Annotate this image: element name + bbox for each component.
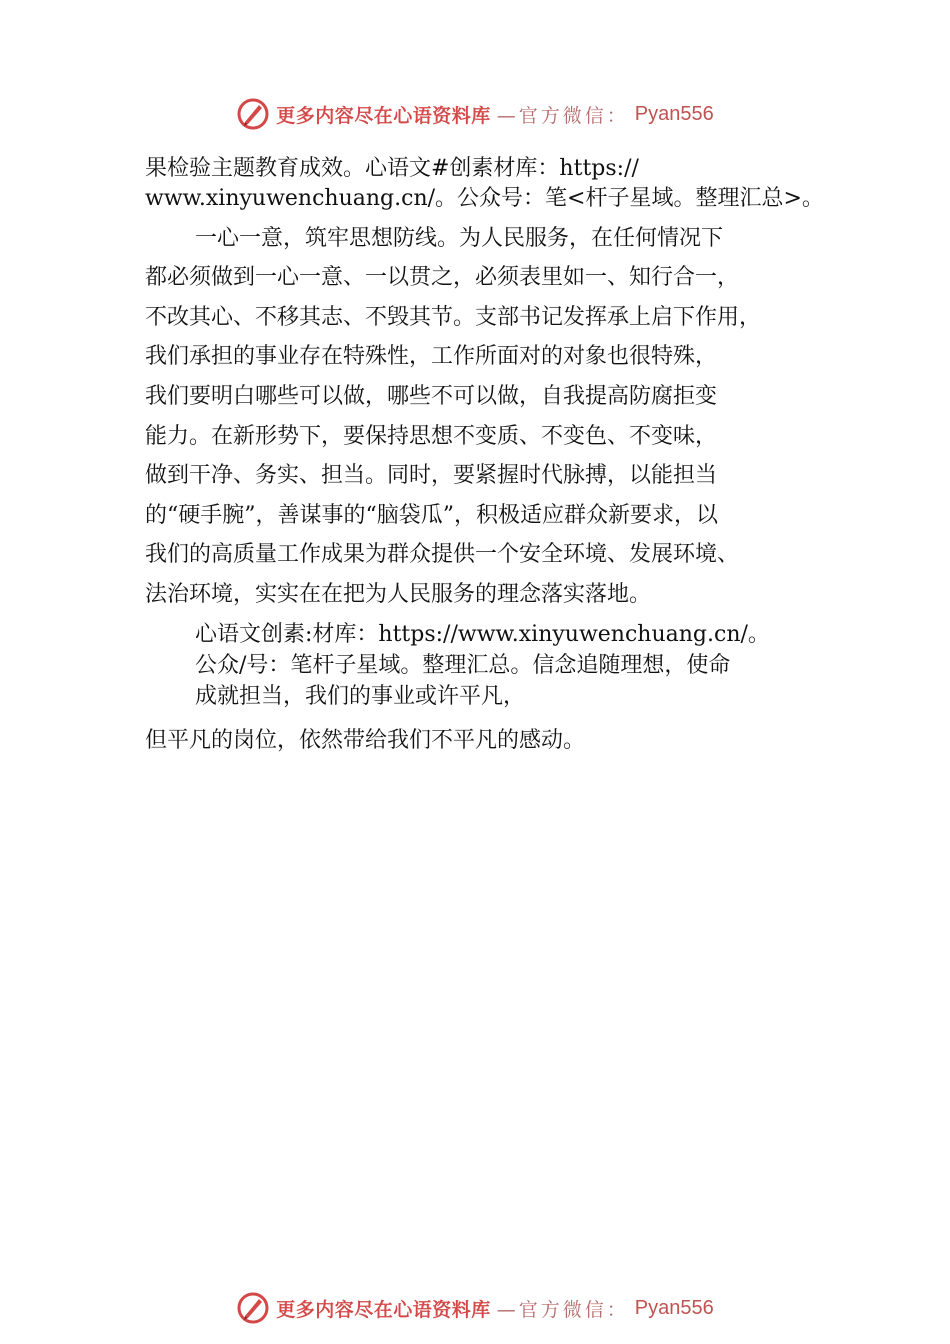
text-line: 的“硬手腕”，善谋事的“脑袋瓜”，积极适应群众新要求，以: [145, 503, 718, 528]
text-line: 我们承担的事业存在特殊性，工作所面对的对象也很特殊，: [145, 344, 718, 369]
watermark-contact: Pyan556: [634, 1296, 714, 1319]
header-watermark: [0, 94, 950, 134]
text-line: 做到干净、务实、担当。同时，要紧握时代脉搏，以能担当: [145, 463, 718, 488]
text-line: 都必须做到一心一意、一以贯之，必须表里如一、知行合一，: [145, 265, 740, 290]
text-line: 能力。在新形势下，要保持思想不变质、不变色、不变味，: [145, 424, 718, 449]
text-line: 我们要明白哪些可以做，哪些不可以做，自我提高防腐拒变: [145, 384, 718, 409]
watermark-brand: 更多内容尽在心语资料库: [276, 1298, 491, 1321]
text-line: 成就担当，我们的事业或许平凡，: [195, 684, 526, 709]
text-line: www.xinyuwenchuang.cn/。公众号：笔<杆子星域。整理汇总>。: [145, 186, 824, 211]
watermark-contact: Pyan556: [634, 102, 714, 125]
watermark-brand: 更多内容尽在心语资料库: [276, 104, 491, 127]
text-line: 果检验主题教育成效。心语文#创素材库：https://: [145, 156, 639, 181]
footer-watermark: [0, 1288, 950, 1328]
paragraph-start: 一心一意，筑牢思想防线。为人民服务，在任何情况下: [195, 226, 724, 251]
text-line: 但平凡的岗位，依然带给我们不平凡的感动。: [145, 728, 586, 753]
paragraph-start: 心语文创素:材库：https://www.xinyuwenchuang.cn/。: [195, 622, 770, 647]
pen-logo-icon: [236, 1291, 270, 1325]
pen-logo-icon: [236, 97, 270, 131]
watermark-separator: —官方微信：: [496, 104, 629, 127]
text-line: 不改其心、不移其志、不毁其节。支部书记发挥承上启下作用，: [145, 305, 762, 330]
text-line: 我们的高质量工作成果为群众提供一个安全环境、发展环境、: [145, 542, 740, 567]
text-line: 法治环境，实实在在把为人民服务的理念落实落地。: [145, 582, 652, 607]
watermark-separator: —官方微信：: [496, 1298, 629, 1321]
text-line: 公众/号：笔杆子星域。整理汇总。信念追随理想，使命: [195, 653, 731, 678]
